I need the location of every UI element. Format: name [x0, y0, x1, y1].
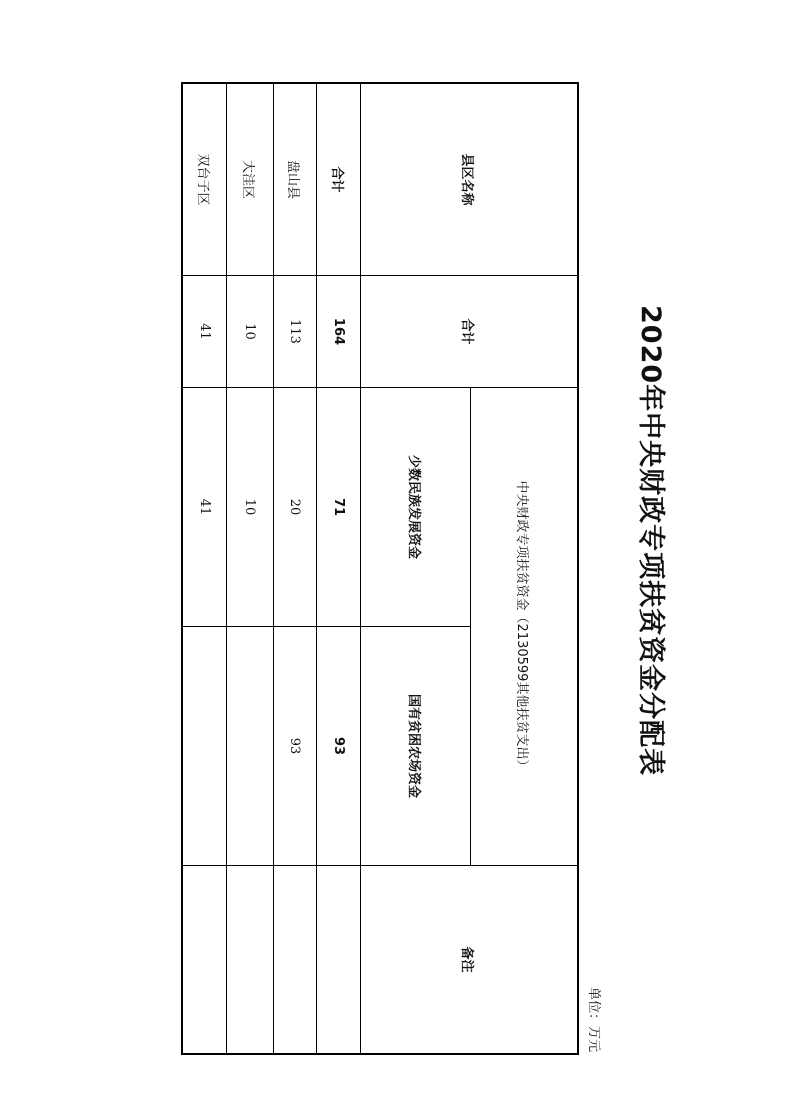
header-region: 县区名称: [459, 153, 475, 206]
row-panshan-name: 盘山县: [285, 159, 301, 199]
row-shuangtaizi-farm: [183, 627, 226, 865]
table-border-top: [577, 82, 579, 1055]
header-farm: 国有贫困农场资金: [406, 693, 421, 798]
row-panshan-remark: [274, 866, 316, 1053]
table-border-right: [181, 1053, 579, 1055]
allocation-table: [181, 82, 579, 1055]
page-title: 2020年中央财政专项扶贫资金分配表: [635, 305, 666, 777]
row-panshan-minority: 20: [287, 498, 303, 516]
row-total-farm: 93: [331, 736, 346, 756]
header-group: 中央财政专项扶贫资金（2130599其他扶贫支出）: [514, 480, 530, 773]
header-minority: 少数民族发展资金: [406, 454, 421, 559]
header-remark: 备注: [459, 946, 475, 973]
row-panshan-farm: 93: [287, 737, 303, 755]
row-total-remark: [317, 866, 360, 1053]
row-dawa-total: 10: [242, 323, 258, 340]
row-shuangtaizi-name: 双台子区: [195, 153, 210, 206]
row-shuangtaizi-total: 41: [197, 323, 212, 340]
header-total: 合计: [459, 318, 475, 345]
row-dawa-farm: [227, 627, 273, 865]
row-total-name: 合计: [329, 166, 344, 193]
row-dawa-remark: [227, 866, 273, 1053]
row-dawa-name: 大洼区: [240, 159, 256, 199]
row-panshan-total: 113: [287, 319, 303, 344]
row-total-sum: 164: [331, 317, 346, 346]
unit-label: 单位：万元: [586, 987, 601, 1053]
row-total-minority: 71: [331, 497, 346, 517]
row-shuangtaizi-minority: 41: [197, 498, 212, 516]
row-shuangtaizi-remark: [183, 866, 226, 1053]
row-dawa-minority: 10: [242, 498, 258, 516]
